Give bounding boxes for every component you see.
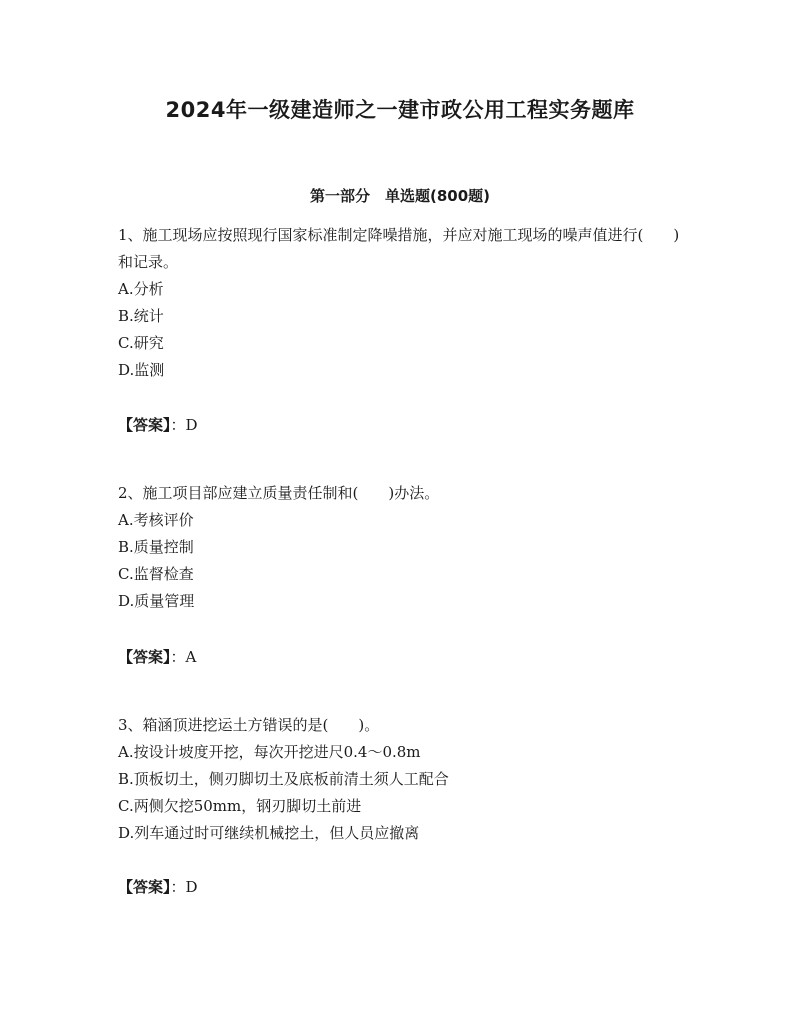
section-heading: 第一部分 单选题(800题) [309, 187, 491, 205]
answer-label: 【答案】 [118, 878, 171, 896]
question-1-stem: 1、施工现场应按照现行国家标准制定降噪措施，并应对施工现场的噪声值进行( )和记录。 [118, 226, 680, 271]
question-2 [118, 480, 686, 615]
question-3-option-d: D.列车通过时可继续机械挖土，但人员应撤离 [118, 824, 420, 842]
question-2-option-c: C.监督检查 [118, 565, 194, 583]
question-1-option-d: D.监测 [118, 361, 165, 379]
question-2-option-d: D.质量管理 [118, 592, 195, 610]
question-3-answer [118, 874, 198, 901]
question-1-option-c: C.研究 [118, 334, 164, 352]
question-2-stem: 2、施工项目部应建立质量责任制和( )办法。 [118, 484, 440, 502]
question-3-option-c: C.两侧欠挖50mm，钢刃脚切土前进 [118, 797, 362, 815]
answer-label: 【答案】 [118, 648, 171, 666]
question-3-option-b: B.顶板切土，侧刃脚切土及底板前清土须人工配合 [118, 770, 449, 788]
document-title: 2024年一级建造师之一建市政公用工程实务题库 [165, 98, 635, 122]
question-1-answer [118, 412, 198, 439]
question-3-option-a: A.按设计坡度开挖，每次开挖进尺0.4～0.8m [118, 743, 421, 761]
question-3-stem: 3、箱涵顶进挖运土方错误的是( )。 [118, 716, 380, 734]
question-2-option-a: A.考核评价 [118, 511, 194, 529]
question-2-answer [118, 644, 196, 671]
question-1-option-a: A.分析 [118, 280, 164, 298]
question-1 [118, 222, 686, 384]
answer-value: ：D [170, 878, 198, 896]
question-3 [118, 712, 686, 847]
question-2-option-b: B.质量控制 [118, 538, 194, 556]
question-1-option-b: B.统计 [118, 307, 164, 325]
answer-value: ：A [170, 648, 197, 666]
answer-label: 【答案】 [118, 416, 171, 434]
answer-value: ：D [170, 416, 198, 434]
